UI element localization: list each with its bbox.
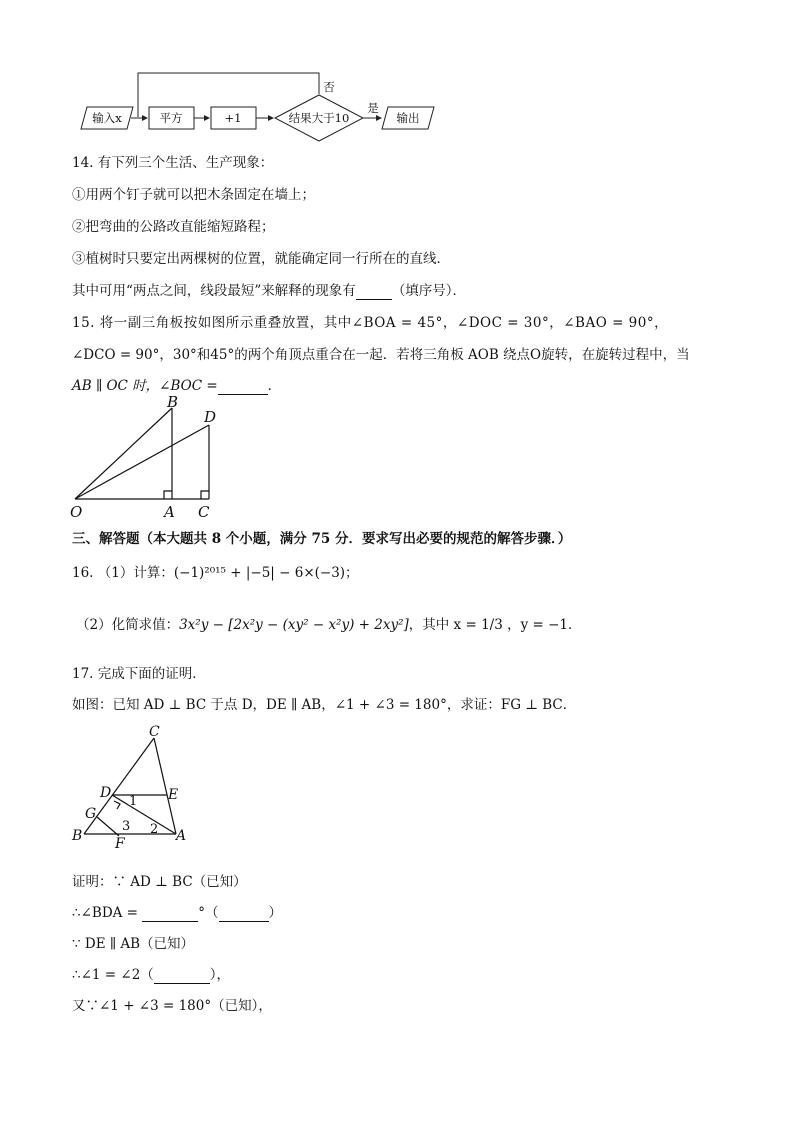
q15-condition: AB ∥ OC 时，∠BOC = xyxy=(72,378,218,394)
flow-input-label: 输入x xyxy=(92,111,122,125)
q15-period: ． xyxy=(267,378,282,394)
q15-line-1: 15. 将一副三角板按如图所示重叠放置，其中∠BOA = 45°，∠DOC = 30°，∠BAO = 90°， xyxy=(72,315,669,331)
q17-proof-4-a: ∴∠1 = ∠2（ xyxy=(72,967,154,983)
q14-item-1: ①用两个钉子就可以把木条固定在墙上； xyxy=(72,187,315,203)
q17-label-d: D xyxy=(100,785,112,801)
q17-proof-4-b: ）， xyxy=(209,967,231,983)
q17-angle-2: 2 xyxy=(150,822,159,837)
q15-line-2: ∠DCO = 90°，30°和45°的两个角顶点重合在一起．若将三角板 AOB 绕点O旋转，在旋转过程中，当 xyxy=(72,347,690,363)
q17-bda-blank[interactable] xyxy=(142,905,198,922)
q17-label-e: E xyxy=(168,787,179,803)
q15-label-o: O xyxy=(70,503,83,521)
q17-proof-3: ∵ DE ∥ AB（已知） xyxy=(72,936,195,952)
flow-plus-one-label: +1 xyxy=(224,111,242,125)
q15-label-c: C xyxy=(198,503,210,521)
q14-ask-tail: （填序号）． xyxy=(391,283,467,299)
q17-label-a: A xyxy=(176,828,187,844)
q17-proof-2-a: ∴∠BDA = xyxy=(72,905,138,921)
q15-label-b: B xyxy=(167,393,179,411)
q16-part-1-expr: (−1)²⁰¹⁵ + |−5| − 6×(−3)； xyxy=(173,565,359,581)
q14-ask: 其中可用“两点之间，线段最短”来解释的现象有 xyxy=(72,283,356,299)
q17-angle-3: 3 xyxy=(122,819,131,834)
q17-label-g: G xyxy=(85,806,97,822)
q17-angle-reason-blank[interactable] xyxy=(154,967,210,984)
q17-given: 如图：已知 AD ⊥ BC 于点 D，DE ∥ AB，∠1 + ∠3 = 180°，求证：FG ⊥ BC． xyxy=(72,697,577,713)
q15-label-d: D xyxy=(204,408,217,426)
q17-label-f: F xyxy=(115,836,125,852)
q17-proof-2 xyxy=(72,901,282,922)
q17-angle-1: 1 xyxy=(129,794,138,809)
q16-part-2-cond: ，其中 x = 1/3 ，y = −1． xyxy=(408,617,582,633)
q17-proof-4 xyxy=(72,963,230,984)
q14-item-3: ③植树时只要定出两棵树的位置，就能确定同一行所在的直线． xyxy=(72,251,450,267)
q15-label-a: A xyxy=(164,503,175,521)
flow-yes-label: 是 xyxy=(367,101,379,115)
q17-bda-reason-blank[interactable] xyxy=(219,905,269,922)
q17-label-c: C xyxy=(149,724,160,740)
q14-item-2: ②把弯曲的公路改直能缩短路程； xyxy=(72,219,275,235)
flow-condition-label: 结果大于10 xyxy=(288,111,350,125)
flow-no-label: 否 xyxy=(323,80,335,94)
q16-part-1-label: 16. （1）计算： xyxy=(72,565,174,581)
section-3-title: 三、解答题（本大题共 8 个小题，满分 75 分．要求写出必要的规范的解答步骤．） xyxy=(72,531,572,547)
q16-part-2-label: （2）化简求值： xyxy=(76,617,180,633)
q16-part-2-expr: 3x²y − [2x²y − (xy² − x²y) + 2xy²] xyxy=(179,617,409,633)
q17-proof-2-c: ） xyxy=(268,905,283,921)
q14-stem: 14. 有下列三个生活、生产现象： xyxy=(72,155,274,171)
q17-proof-2-b: °（ xyxy=(198,905,219,921)
q17-proof-5: 又∵∠1 + ∠3 = 180°（已知）， xyxy=(72,998,272,1014)
q17-proof-1: 证明：∵ AD ⊥ BC（已知） xyxy=(72,874,247,890)
q17-stem: 17. 完成下面的证明． xyxy=(72,666,206,682)
q17-label-b: B xyxy=(72,828,83,844)
flow-square-label: 平方 xyxy=(159,111,183,125)
flow-output-label: 输出 xyxy=(396,111,420,125)
